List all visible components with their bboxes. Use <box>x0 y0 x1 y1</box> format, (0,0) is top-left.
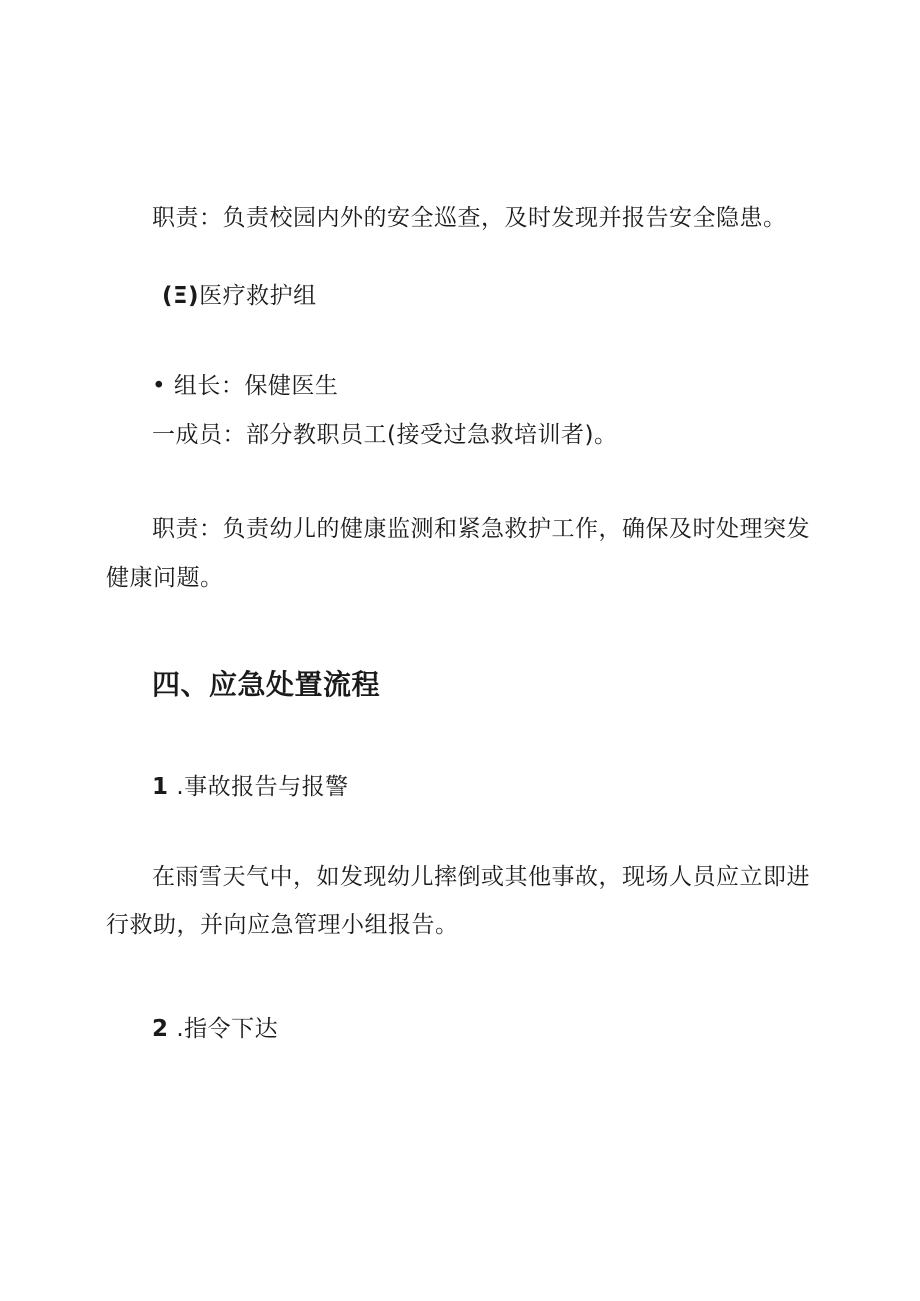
step1-title: .事故报告与报警 <box>168 774 349 800</box>
step2-number: 2 <box>152 1016 169 1042</box>
step1-number: 1 <box>152 774 169 800</box>
step2-heading <box>152 1014 278 1044</box>
step1-paragraph-line1: 在雨雪天气中，如发现幼儿摔倒或其他事故，现场人员应立即进 <box>152 864 810 890</box>
leader-item: • 组长：保健医生 <box>152 373 339 399</box>
medical-duty-paragraph-line2: 健康问题。 <box>106 565 224 591</box>
step1-heading <box>152 772 349 802</box>
medical-group-number: (Ξ) <box>162 283 200 309</box>
medical-group-title: 医疗救护组 <box>199 283 317 309</box>
step2-title: .指令下达 <box>168 1016 279 1042</box>
medical-duty-paragraph-line1: 职责：负责幼儿的健康监测和紧急救护工作，确保及时处理突发 <box>152 516 810 542</box>
section-four-title: 四、应急处置流程 <box>152 668 381 701</box>
medical-group-heading <box>162 281 317 311</box>
step1-paragraph-line2: 行救助，并向应急管理小组报告。 <box>106 912 459 938</box>
members-item: 一成员：部分教职员工(接受过急救培训者)。 <box>152 422 618 448</box>
patrol-duty-paragraph: 职责：负责校园内外的安全巡查，及时发现并报告安全隐患。 <box>152 205 787 231</box>
